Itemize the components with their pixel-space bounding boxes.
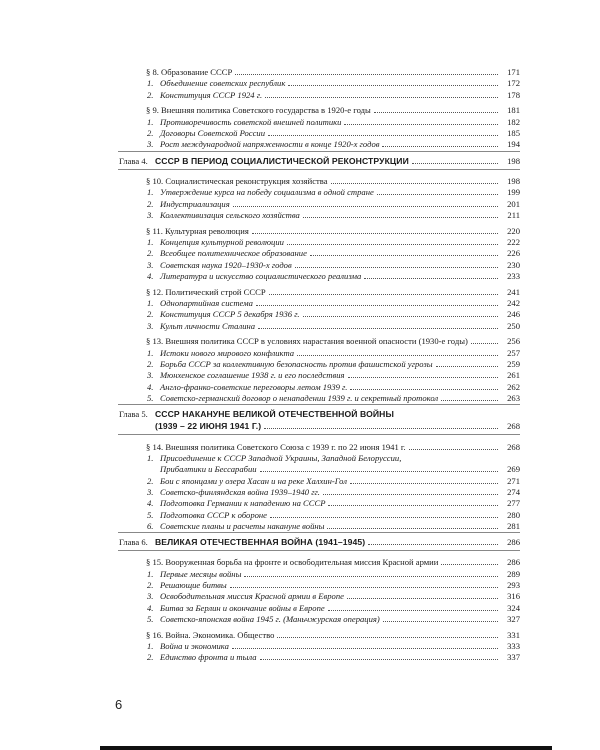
leader-dots	[348, 377, 498, 378]
toc-subsection	[0, 497, 600, 509]
leader-dots	[374, 112, 498, 113]
toc-subsection-title: Освободительная миссия Красной армии в Европе	[160, 591, 344, 602]
toc-subsection-number: 4.	[147, 270, 154, 281]
leader-dots	[350, 483, 498, 484]
toc-subsection	[0, 613, 600, 625]
leader-dots	[264, 428, 498, 429]
chapter-divider	[118, 169, 520, 170]
toc-subsection	[0, 486, 600, 498]
toc-page-number: 222	[507, 236, 520, 247]
toc-subsection	[0, 381, 600, 393]
toc-subsection-title: Культ личности Сталина	[160, 320, 256, 331]
leader-dots	[347, 598, 498, 599]
leader-dots	[287, 244, 498, 245]
bottom-edge-bar	[100, 746, 552, 750]
toc-subsection-title: Советско-финляндская война 1939–1940 гг.	[160, 486, 320, 497]
toc-page-number: 178	[507, 89, 520, 100]
leader-dots	[269, 294, 498, 295]
toc-subsection-title: Советские планы и расчеты накануне войны	[160, 520, 325, 531]
toc-subsection	[0, 77, 600, 89]
toc-section-title: § 16. Война. Экономика. Общество	[146, 629, 275, 640]
toc-subsection-title: Бои с японцами у озера Хасан и на реке Халхин-Гол	[160, 475, 347, 486]
leader-dots	[409, 449, 498, 450]
toc-subsection	[0, 602, 600, 614]
toc-subsection-title: Первые месяцы войны	[160, 568, 242, 579]
toc-subsection-number: 1.	[147, 453, 154, 463]
toc-subsection	[0, 509, 600, 521]
toc-section	[0, 556, 600, 568]
toc-subsection-title: Борьба СССР за коллективную безопасность против фашистской угрозы	[160, 358, 433, 369]
toc-page-number: 271	[507, 475, 520, 486]
leader-dots	[383, 621, 498, 622]
toc-subsection-title: Единство фронта и тыла	[160, 652, 257, 663]
leader-dots	[244, 576, 498, 577]
toc-page-number: 198	[507, 175, 520, 186]
leader-dots	[328, 610, 498, 611]
toc-subsection	[0, 392, 600, 404]
toc-page-number: 211	[507, 209, 520, 220]
toc-page-number: 199	[507, 187, 520, 198]
toc-subsection-title: Мюнхенское соглашение 1938 г. и его последствия	[160, 370, 345, 381]
leader-dots	[277, 637, 498, 638]
toc-subsection-title: Рост международной напряженности в конце 1920-х годов	[160, 139, 380, 150]
leader-dots	[323, 494, 498, 495]
leader-dots	[303, 316, 498, 317]
toc-subsection	[0, 236, 600, 248]
leader-dots	[252, 233, 498, 234]
toc-section-title: § 14. Внешняя политика Советского Союза с 1939 г. по 22 июня 1941 г.	[146, 441, 406, 452]
toc-subsection-title: Утверждение курса на победу социализма в одной стране	[160, 187, 374, 198]
toc-chapter-title: СССР НАКАНУНЕ ВЕЛИКОЙ ОТЕЧЕСТВЕННОЙ ВОЙНЫ	[155, 409, 394, 420]
toc-subsection-number: 2.	[147, 580, 154, 590]
chapter-divider	[118, 550, 520, 551]
toc-subsection	[0, 320, 600, 332]
chapter-divider	[118, 532, 520, 533]
toc-page-number: 241	[507, 286, 520, 297]
toc-page-number: 256	[507, 336, 520, 347]
toc-subsection	[0, 127, 600, 139]
toc-subsection-number: 2.	[147, 128, 154, 138]
toc-chapter-prefix: Глава 6.	[119, 537, 148, 548]
toc-subsection-title: Война и экономика	[160, 641, 229, 651]
leader-dots	[471, 343, 498, 344]
toc-subsection-number: 4.	[147, 498, 154, 509]
toc-subsection-title: Договоры Советской России	[160, 128, 266, 138]
toc-subsection	[0, 186, 600, 198]
toc-page-number: 286	[507, 537, 520, 548]
toc-subsection	[0, 247, 600, 259]
toc-section	[0, 441, 600, 453]
toc-subsection	[0, 116, 600, 128]
toc-subsection-number: 4.	[147, 381, 154, 392]
toc-subsection-number: 1.	[147, 641, 154, 651]
toc-subsection-number: 1.	[147, 568, 154, 579]
toc-subsection-title: Англо-франко-советские переговоры летом 1939 г.	[160, 381, 348, 392]
toc-subsection-number: 1.	[147, 187, 154, 198]
toc-subsection-number: 5.	[147, 613, 154, 624]
toc-subsection-number: 2.	[147, 198, 154, 209]
toc-chapter-prefix: Глава 4.	[119, 155, 148, 166]
toc-page-number: 263	[507, 392, 520, 403]
leader-dots	[441, 400, 498, 401]
toc-chapter-prefix: Глава 5.	[119, 409, 148, 420]
toc-subsection-title: Коллективизация сельского хозяйства	[160, 209, 300, 220]
toc-subsection-number: 1.	[147, 297, 154, 308]
toc-subsection	[0, 198, 600, 210]
toc-page-number: 331	[507, 629, 520, 640]
toc-subsection	[0, 308, 600, 320]
toc-section-title: § 9. Внешняя политика Советского государства в 1920-е годы	[146, 105, 371, 116]
toc-subsection-number: 3.	[147, 209, 154, 220]
toc-section-title: § 8. Образование СССР	[146, 67, 233, 77]
leader-dots	[233, 206, 498, 207]
toc-subsection-number: 3.	[147, 259, 154, 270]
toc-subsection	[0, 369, 600, 381]
toc-subsection-title: Противоречивость советской внешней политики	[160, 116, 342, 127]
toc-subsection	[0, 89, 600, 101]
toc-subsection	[0, 475, 600, 487]
leader-dots	[295, 267, 498, 268]
toc-chapter	[0, 536, 600, 548]
toc-page-number: 185	[507, 128, 520, 138]
toc-subsection-title: Индустриализация	[160, 198, 230, 209]
toc-section-title: § 10. Социалистическая реконструкция хозяйства	[146, 175, 328, 186]
toc-subsection	[0, 640, 600, 652]
toc-subsection-title: Однопартийная система	[160, 297, 253, 308]
toc-section	[0, 66, 600, 78]
toc-subsection-title: Подготовка СССР к обороне	[160, 509, 267, 520]
toc-page-number: 181	[507, 105, 520, 116]
toc-subsection	[0, 520, 600, 532]
toc-subsection	[0, 259, 600, 271]
toc-page-number: 172	[507, 78, 520, 89]
toc-section-title: § 13. Внешняя политика СССР в условиях нарастания военной опасности (1930-е годы)	[146, 336, 468, 347]
chapter-divider	[118, 404, 520, 405]
toc-chapter-title: СССР В ПЕРИОД СОЦИАЛИСТИЧЕСКОЙ РЕКОНСТРУКЦИИ	[155, 155, 409, 166]
leader-dots	[350, 389, 498, 390]
toc-page-number: 269	[507, 464, 520, 475]
toc-subsection-number: 2.	[147, 89, 154, 100]
toc-subsection-title: Битва за Берлин и окончание войны в Европе	[160, 602, 325, 613]
toc-subsection-number: 6.	[147, 520, 154, 531]
leader-dots	[268, 135, 498, 136]
toc-page-number: 262	[507, 381, 520, 392]
leader-dots	[328, 505, 498, 506]
toc-page-number: 280	[507, 509, 520, 520]
toc-subsection-title: Подготовка Германии к нападению на СССР	[160, 498, 326, 509]
chapter-divider	[118, 434, 520, 435]
toc-subsection	[0, 590, 600, 602]
toc-page-number: 246	[507, 309, 520, 320]
toc-subsection-title: Литература и искусство социалистического реализма	[160, 270, 362, 281]
toc-section	[0, 225, 600, 237]
toc-subsection-title: Советско-германский договор о ненападении 1939 г. и секретный протокол	[160, 392, 439, 403]
toc-chapter-title: (1939 – 22 ИЮНЯ 1941 Г.)	[155, 421, 262, 432]
toc-chapter-title: ВЕЛИКАЯ ОТЕЧЕСТВЕННАЯ ВОЙНА (1941–1945)	[155, 537, 366, 548]
toc-page-number: 277	[507, 498, 520, 509]
toc-page-number: 281	[507, 520, 520, 531]
leader-dots	[265, 97, 498, 98]
toc-page-number: 250	[507, 320, 520, 331]
leader-dots	[256, 305, 498, 306]
toc-subsection-number: 2.	[147, 652, 154, 663]
toc-subsection-number: 1.	[147, 78, 154, 89]
toc-subsection	[0, 209, 600, 221]
toc-page-number: 289	[507, 568, 520, 579]
toc-chapter	[0, 155, 600, 167]
leader-dots	[377, 194, 498, 195]
toc-subsection-number: 1.	[147, 116, 154, 127]
toc-chapter-continued	[0, 420, 600, 432]
leader-dots	[235, 74, 498, 75]
leader-dots	[232, 648, 498, 649]
toc-subsection-title: Прибалтики и Бессарабии	[160, 464, 257, 475]
toc-subsection-title: Советская наука 1920–1930-х годов	[160, 259, 292, 270]
toc-subsection-number: 5.	[147, 392, 154, 403]
toc-subsection	[0, 138, 600, 150]
toc-subsection-number: 3.	[147, 486, 154, 497]
toc-subsection-number: 5.	[147, 509, 154, 520]
toc-page-number: 226	[507, 248, 520, 259]
toc-subsection-title: Концепция культурной революции	[160, 236, 284, 247]
toc-subsection-number: 2.	[147, 358, 154, 369]
toc-section	[0, 335, 600, 347]
toc-section	[0, 104, 600, 116]
toc-page-number: 337	[507, 652, 520, 663]
toc-subsection-number: 1.	[147, 236, 154, 247]
toc-chapter	[0, 408, 600, 420]
toc-page-number: 257	[507, 347, 520, 358]
toc-subsection	[0, 297, 600, 309]
leader-dots	[270, 517, 498, 518]
leader-dots	[260, 471, 498, 472]
toc-subsection-title: Решающие битвы	[160, 580, 227, 590]
toc-page-number: 286	[507, 557, 520, 568]
toc-subsection-title: Объединение советских республик	[160, 78, 286, 89]
leader-dots	[230, 587, 498, 588]
toc-subsection-number: 3.	[147, 591, 154, 602]
leader-dots	[412, 163, 498, 164]
toc-section-title: § 15. Вооруженная борьба на фронте и освободительная миссия Красной армии	[146, 557, 439, 568]
toc-subsection-title: Конституция СССР 5 декабря 1936 г.	[160, 309, 300, 320]
toc-subsection-number: 2.	[147, 475, 154, 486]
toc-section	[0, 286, 600, 298]
toc-page-number: 333	[507, 641, 520, 651]
toc-page-number: 274	[507, 486, 520, 497]
chapter-divider	[118, 151, 520, 152]
toc-subsection-number: 2.	[147, 309, 154, 320]
toc-subsection	[0, 568, 600, 580]
toc-subsection-title: Советско-японская война 1945 г. (Маньчжурская операция)	[160, 613, 380, 624]
toc-subsection-number: 1.	[147, 347, 154, 358]
toc-subsection-title: Истоки нового мирового конфликта	[160, 347, 295, 358]
toc-subsection-title: Конституция СССР 1924 г.	[160, 89, 263, 100]
toc-page-number: 316	[507, 591, 520, 602]
toc-page-number: 230	[507, 259, 520, 270]
toc-page-number: 268	[507, 421, 520, 432]
leader-dots	[327, 528, 498, 529]
toc-subsection	[0, 651, 600, 663]
leader-dots	[288, 85, 498, 86]
toc-subsection-title: Всеобщее политехническое образование	[160, 248, 307, 259]
toc-page-number: 171	[507, 67, 520, 77]
leader-dots	[368, 544, 498, 545]
toc-section	[0, 629, 600, 641]
leader-dots	[331, 183, 498, 184]
toc-page-number: 182	[507, 116, 520, 127]
leader-dots	[303, 217, 498, 218]
leader-dots	[382, 146, 498, 147]
toc-subsection	[0, 452, 600, 464]
toc-page-number: 220	[507, 225, 520, 236]
page-number: 6	[115, 697, 123, 712]
toc-page-number: 261	[507, 370, 520, 381]
toc-subsection-number: 3.	[147, 139, 154, 150]
toc-subsection	[0, 347, 600, 359]
leader-dots	[310, 255, 498, 256]
toc-subsection-number: 3.	[147, 370, 154, 381]
toc-subsection	[0, 270, 600, 282]
toc-page-number: 201	[507, 198, 520, 209]
toc-page-number: 293	[507, 580, 520, 590]
toc-page-number: 324	[507, 602, 520, 613]
toc-page-number: 198	[507, 155, 520, 166]
toc-page-number: 327	[507, 613, 520, 624]
toc-page-number: 233	[507, 270, 520, 281]
leader-dots	[441, 564, 498, 565]
toc-subsection-title: Присоединение к СССР Западной Украины, Западной Белоруссии,	[160, 453, 402, 463]
leader-dots	[260, 659, 498, 660]
leader-dots	[258, 328, 498, 329]
toc-page-number: 268	[507, 441, 520, 452]
leader-dots	[436, 366, 498, 367]
leader-dots	[344, 124, 498, 125]
toc-subsection	[0, 579, 600, 591]
toc-subsection	[0, 358, 600, 370]
leader-dots	[364, 278, 498, 279]
toc-page-number: 194	[507, 139, 520, 150]
leader-dots	[297, 355, 498, 356]
toc-page-number: 259	[507, 358, 520, 369]
toc-section-title: § 12. Политический строй СССР	[146, 286, 266, 297]
toc-section	[0, 175, 600, 187]
toc-section-title: § 11. Культурная революция	[146, 225, 249, 236]
toc-subsection-number: 3.	[147, 320, 154, 331]
toc-subsection-continued	[0, 463, 600, 475]
toc-subsection-number: 2.	[147, 248, 154, 259]
toc-subsection-number: 4.	[147, 602, 154, 613]
toc-page-number: 242	[507, 297, 520, 308]
